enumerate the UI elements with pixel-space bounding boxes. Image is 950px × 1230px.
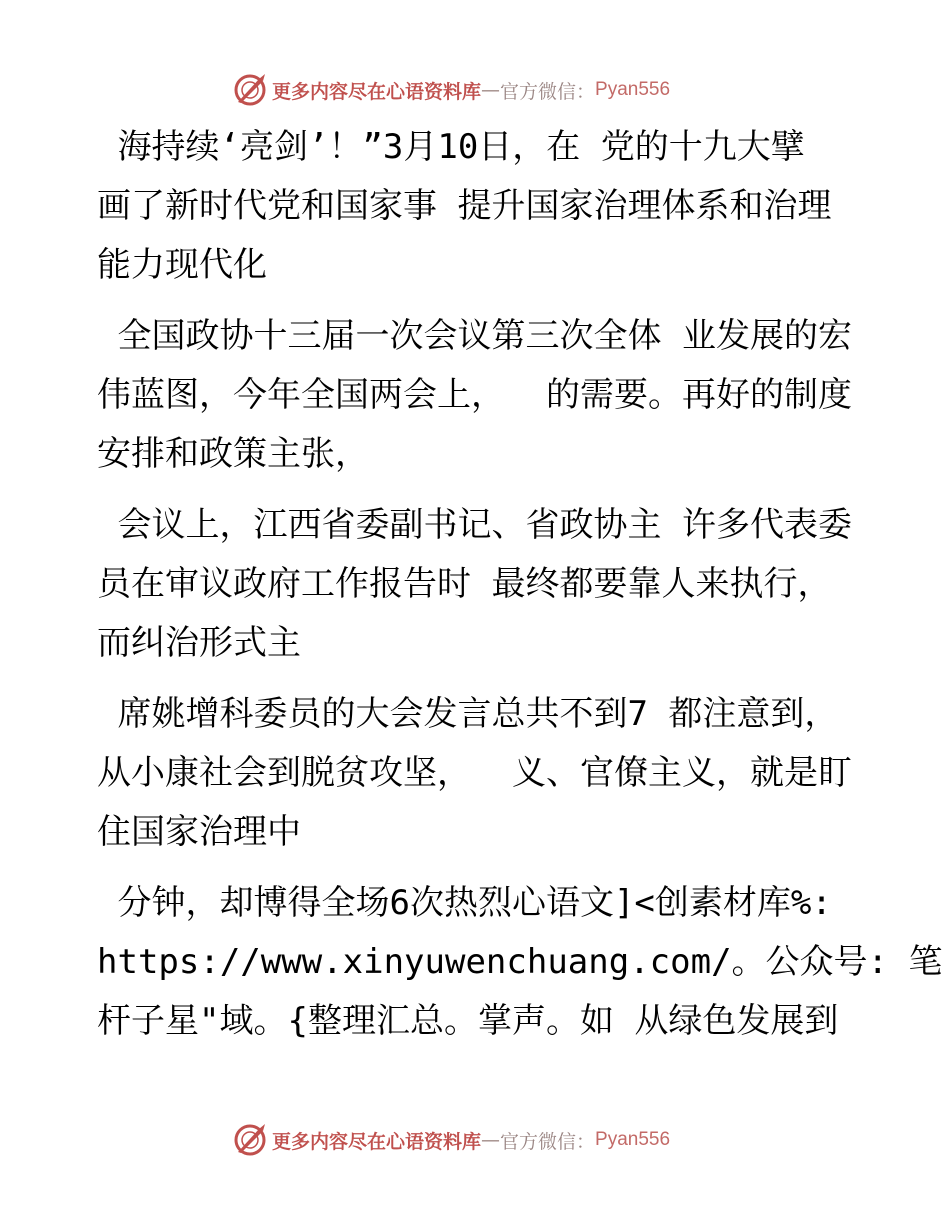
header-watermark-banner [232, 70, 670, 110]
text-line: 会议上，江西省委副书记、省政协主 许多代表委 [97, 505, 852, 545]
document-body [97, 118, 943, 1063]
quill-logo-icon [232, 1122, 268, 1158]
paragraph-5 [97, 874, 943, 1051]
banner-label: 官方微信： [500, 80, 596, 103]
banner-dash: — [481, 79, 501, 101]
text-line: 杆子星"域。{整理汇总。掌声。如 从绿色发展到 [97, 1001, 839, 1041]
quill-logo-icon [232, 72, 268, 108]
text-line: 员在审议政府工作报告时 最终都要靠人来执行， [97, 564, 832, 604]
text-line: 席姚增科委员的大会发言总共不到7 都注意到， [97, 694, 839, 734]
paragraph-3 [97, 496, 857, 673]
banner-dash: — [481, 1129, 501, 1151]
text-line: 海持续‘亮剑’！”3月10日，在 党的十九大擘 [97, 127, 805, 167]
banner-wechat-id: Pyan556 [595, 79, 671, 100]
text-line: 而纠治形式主 [97, 623, 301, 663]
text-line: 分钟，却博得全场6次热烈心语文]<创素材库%: [97, 883, 832, 923]
text-line: 能力现代化 [97, 245, 267, 285]
text-line: 住国家治理中 [97, 812, 301, 852]
url-line: https://www.xinyuwenchuang.com/。公众号: 笔 [97, 942, 943, 982]
text-line: 全国政协十三届一次会议第三次全体 业发展的宏 [97, 316, 852, 356]
text-line: 伟蓝图，今年全国两会上， 的需要。再好的制度 [97, 375, 852, 415]
banner-main-text: 更多内容尽在心语资料库 [272, 1130, 482, 1153]
banner-wechat-id: Pyan556 [595, 1129, 671, 1150]
banner-label: 官方微信： [500, 1130, 596, 1153]
text-line: 画了新时代党和国家事 提升国家治理体系和治理 [97, 186, 832, 226]
text-line: 安排和政策主张， [97, 434, 369, 474]
paragraph-1 [97, 118, 857, 295]
paragraph-2 [97, 307, 857, 484]
footer-watermark-banner [232, 1120, 670, 1160]
paragraph-4 [97, 685, 857, 862]
banner-main-text: 更多内容尽在心语资料库 [272, 80, 482, 103]
text-line: 从小康社会到脱贫攻坚， 义、官僚主义，就是盯 [97, 753, 852, 793]
